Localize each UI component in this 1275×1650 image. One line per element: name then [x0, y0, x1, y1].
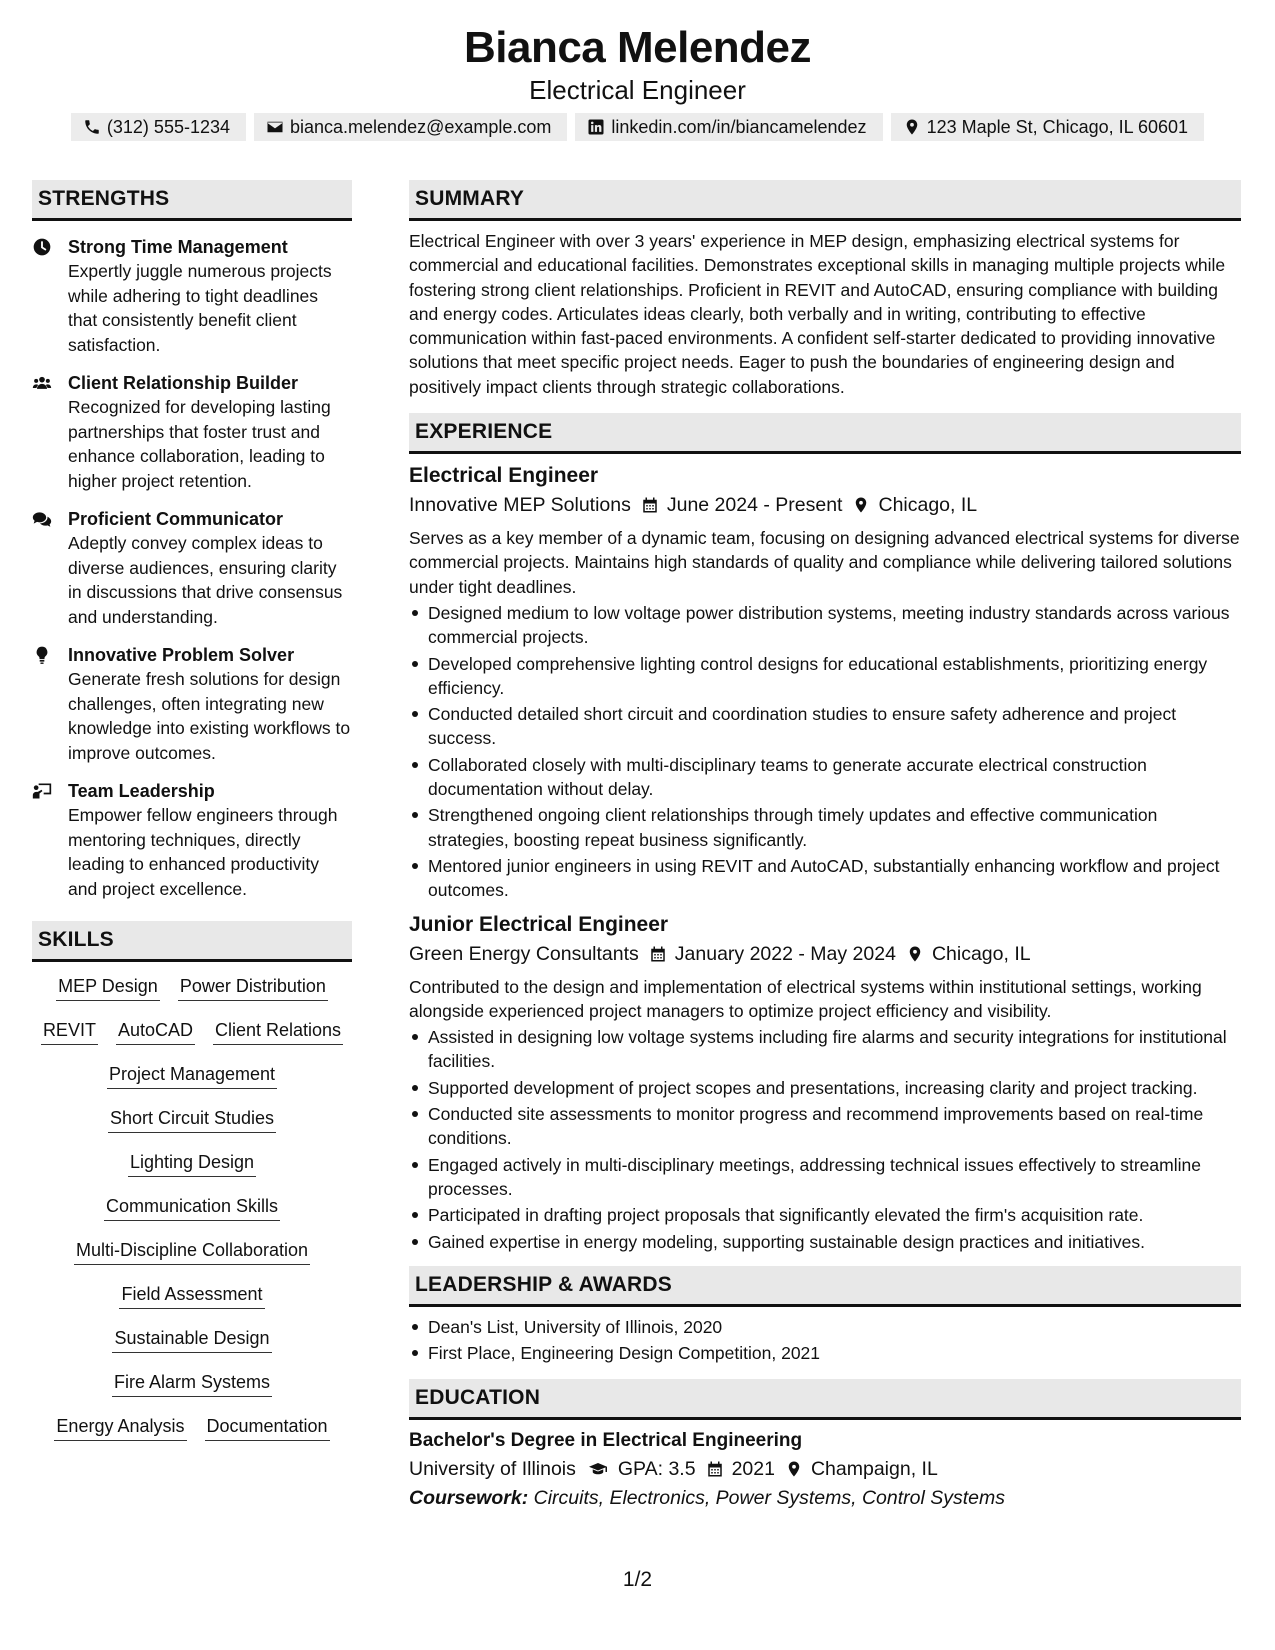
resume-header: [0, 22, 1275, 106]
chalkboard-teacher-icon: [32, 781, 52, 801]
strength-title: Client Relationship Builder: [68, 373, 299, 393]
bullet-item: Strengthened ongoing client relationships through timely updates and effective communication strategies, boosting repeat business significantly.: [409, 803, 1241, 852]
job-entry: [409, 911, 1241, 1254]
skills-heading: SKILLS: [32, 921, 352, 962]
strength-item: [32, 507, 352, 629]
skill-tag: Field Assessment: [119, 1282, 264, 1309]
job-dates: June 2024 - Present: [666, 494, 843, 517]
strengths-heading: STRENGTHS: [32, 180, 352, 221]
award-item: First Place, Engineering Design Competition, 2021: [409, 1341, 1241, 1365]
bullet-item: Supported development of project scopes and presentations, increasing clarity and project tracking.: [409, 1076, 1241, 1100]
bullet-item: Designed medium to low voltage power distribution systems, meeting industry standards across various commercial projects.: [409, 601, 1241, 650]
job-description: Contributed to the design and implementation of electrical systems within institutional settings, working alongside experienced project managers to optimize project efficiency and visibility.: [409, 976, 1202, 1021]
strength-desc: Recognized for developing lasting partnerships that foster trust and enhance collaboration, leading to higher project retention.: [68, 397, 331, 491]
candidate-title: Electrical Engineer: [529, 75, 746, 105]
skill-tag: MEP Design: [56, 974, 160, 1001]
degree-title: Bachelor's Degree in Electrical Engineering: [409, 1430, 803, 1452]
coursework-label: Coursework:: [409, 1487, 529, 1510]
awards-heading: LEADERSHIP & AWARDS: [409, 1266, 1241, 1307]
strength-desc: Empower fellow engineers through mentoring techniques, directly leading to enhanced productivity and project excellence.: [68, 805, 338, 899]
calendar-icon: [649, 945, 667, 963]
map-pin-icon: [906, 945, 924, 963]
skill-tag: Lighting Design: [128, 1150, 256, 1177]
job-location: Chicago, IL: [878, 494, 978, 517]
school-location: Champaign, IL: [810, 1458, 938, 1481]
calendar-icon: [641, 496, 659, 514]
job-bullets: [409, 1025, 1241, 1254]
bullet-item: Assisted in designing low voltage systems including fire alarms and security integrations for institutional facilities.: [409, 1025, 1241, 1074]
bullet-item: Conducted detailed short circuit and coordination studies to ensure safety adherence and project success.: [409, 702, 1241, 751]
job-meta: [409, 939, 1241, 969]
job-description: Serves as a key member of a dynamic team, focusing on designing advanced electrical systems for diverse commercial projects. Maintains high standards of quality and compliance while delivering tailored solutions under tight deadlines.: [409, 528, 1240, 597]
strengths-list: [32, 235, 352, 901]
bullet-item: Developed comprehensive lighting control designs for educational establishments, prioritizing energy efficiency.: [409, 652, 1241, 701]
clock-icon: [32, 237, 52, 257]
bullet-item: Gained expertise in energy modeling, supporting sustainable design practices and initiatives.: [409, 1230, 1241, 1254]
experience-heading: EXPERIENCE: [409, 413, 1241, 454]
skill-tag: Sustainable Design: [112, 1326, 271, 1353]
gpa: GPA: 3.5: [617, 1458, 696, 1481]
contact-email[interactable]: [254, 113, 567, 141]
coursework: [409, 1484, 1241, 1512]
strength-title: Strong Time Management: [68, 237, 288, 257]
graduation-cap-icon: [586, 1460, 610, 1478]
bullet-item: Mentored junior engineers in using REVIT and AutoCAD, substantially enhancing workflow and project outcomes.: [409, 854, 1241, 903]
skill-tag: Project Management: [107, 1062, 277, 1089]
linkedin-icon: [587, 118, 605, 136]
job-location: Chicago, IL: [931, 942, 1031, 965]
contact-phone: [71, 113, 246, 141]
contact-email-text: bianca.melendez@example.com: [290, 116, 552, 137]
bullet-item: Collaborated closely with multi-disciplinary teams to generate accurate electrical construction documentation without delay.: [409, 753, 1241, 802]
contact-linkedin-text: linkedin.com/in/biancamelendez: [611, 116, 867, 137]
strength-item: [32, 235, 352, 357]
phone-icon: [83, 118, 101, 136]
strength-item: [32, 643, 352, 765]
skill-tag: Client Relations: [213, 1018, 343, 1045]
bullet-item: Participated in drafting project proposals that significantly elevated the firm's acquisition rate.: [409, 1203, 1241, 1227]
awards-list: [409, 1315, 1241, 1366]
job-title: Junior Electrical Engineer: [409, 912, 669, 936]
bullet-item: Conducted site assessments to monitor progress and recommend improvements based on real-time conditions.: [409, 1102, 1241, 1151]
strength-desc: Adeptly convey complex ideas to diverse audiences, ensuring clarity in discussions that drive consensus and understanding.: [68, 533, 343, 627]
contact-linkedin[interactable]: [575, 113, 882, 141]
right-column: [409, 180, 1241, 1512]
strength-item: [32, 371, 352, 493]
skill-tag: Communication Skills: [104, 1194, 280, 1221]
contact-bar: [0, 113, 1275, 141]
skill-tag: Energy Analysis: [54, 1414, 186, 1441]
job-bullets: [409, 601, 1241, 903]
calendar-icon: [706, 1460, 724, 1478]
job-title: Electrical Engineer: [409, 464, 599, 488]
strength-title: Team Leadership: [68, 781, 215, 801]
summary-heading: SUMMARY: [409, 180, 1241, 221]
skill-tag: Multi-Discipline Collaboration: [74, 1238, 310, 1265]
skills-list: [32, 974, 352, 1441]
left-column: [32, 180, 352, 1458]
page-number: 1/2: [622, 1568, 653, 1591]
skill-tag: Documentation: [205, 1414, 330, 1441]
map-pin-icon: [852, 496, 870, 514]
job-company: Innovative MEP Solutions: [409, 494, 631, 517]
skill-tag: AutoCAD: [116, 1018, 195, 1045]
comments-icon: [32, 509, 52, 529]
education-meta: [409, 1454, 1241, 1484]
job-meta: [409, 490, 1241, 520]
map-pin-icon: [903, 118, 921, 136]
skill-tag: Short Circuit Studies: [108, 1106, 276, 1133]
contact-phone-text: (312) 555-1234: [106, 116, 230, 137]
summary-text: Electrical Engineer with over 3 years' experience in MEP design, emphasizing electrical systems for commercial and educational facilities. Demonstrates exceptional skills in managing multiple projects while fostering strong client relationships. Proficient in REVIT and AutoCAD, ensuring compliance with building and energy codes. Articulates ideas clearly, both verbally and in writing, contributing to effective communication within fast-paced environments. A confident self-starter dedicated to providing innovative solutions that meet specific project needs. Eager to push the boundaries of engineering design and positively impact clients through strategic collaborations.: [409, 231, 1226, 397]
skill-tag: Fire Alarm Systems: [112, 1370, 272, 1397]
candidate-name: Bianca Melendez: [463, 23, 812, 72]
strength-title: Proficient Communicator: [68, 509, 284, 529]
skill-tag: REVIT: [41, 1018, 98, 1045]
school-name: University of Illinois: [409, 1458, 576, 1481]
job-company: Green Energy Consultants: [409, 942, 639, 965]
strength-desc: Expertly juggle numerous projects while adhering to tight deadlines that consistently benefit client satisfaction.: [68, 261, 332, 355]
map-pin-icon: [785, 1460, 803, 1478]
bullet-item: Engaged actively in multi-disciplinary meetings, addressing technical issues effectively to streamline processes.: [409, 1153, 1241, 1202]
education-heading: EDUCATION: [409, 1379, 1241, 1420]
coursework-list: Circuits, Electronics, Power Systems, Control Systems: [533, 1487, 1005, 1510]
job-dates: January 2022 - May 2024: [674, 942, 896, 965]
strength-desc: Generate fresh solutions for design challenges, often integrating new knowledge into existing workflows to improve outcomes.: [68, 669, 351, 763]
strength-item: [32, 779, 352, 901]
skill-tag: Power Distribution: [178, 974, 328, 1001]
strength-title: Innovative Problem Solver: [68, 645, 295, 665]
graduation-year: 2021: [731, 1458, 775, 1481]
lightbulb-icon: [32, 645, 52, 665]
users-icon: [32, 373, 52, 393]
contact-address-text: 123 Maple St, Chicago, IL 60601: [926, 116, 1189, 137]
job-entry: [409, 462, 1241, 902]
envelope-icon: [266, 118, 284, 136]
contact-address: [891, 113, 1205, 141]
award-item: Dean's List, University of Illinois, 2020: [409, 1315, 1241, 1339]
